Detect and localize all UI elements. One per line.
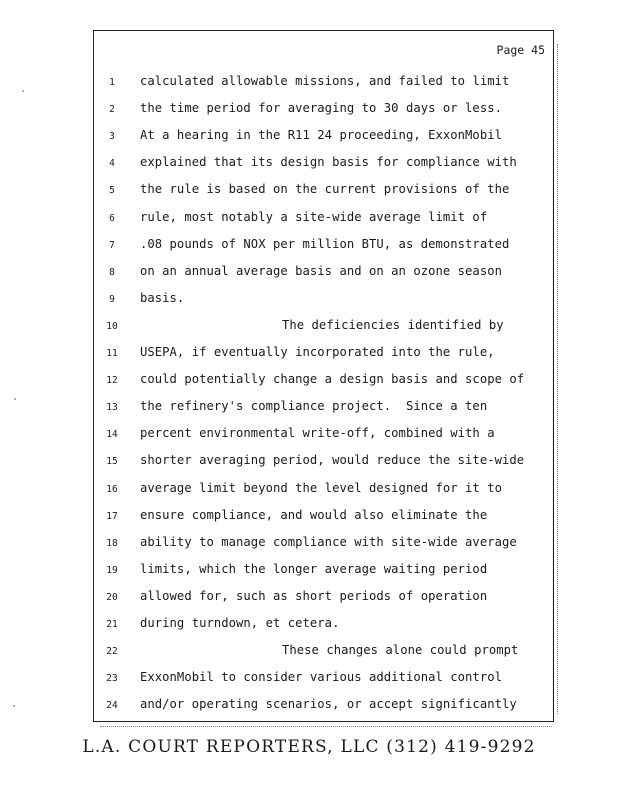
line-number: 17 [106,510,118,522]
line-text: calculated allowable missions, and failed to limit [140,74,510,88]
transcript-line [94,318,553,338]
line-text: .08 pounds of NOX per million BTU, as demonstrated [140,236,510,251]
transcript-line [94,562,553,582]
line-number: 3 [109,131,115,143]
line-text: These changes alone could prompt [282,643,519,658]
transcript-line [94,670,553,690]
line-text: average limit beyond the level designed for it to [140,480,502,495]
line-text: ExxonMobil to consider various additional control [140,670,502,685]
transcript-line [94,182,553,202]
transcript-line [94,697,553,717]
transcript-line [94,535,553,555]
line-number: 6 [109,212,115,224]
transcript-line [94,74,553,94]
line-text: the refinery's compliance project. Since a ten [140,399,488,414]
line-number: 12 [106,375,118,387]
line-text: shorter averaging period, would reduce the site-wide [140,453,525,468]
transcript-line [94,101,553,121]
transcript-line [94,643,553,663]
line-text: limits, which the longer average waiting period [140,561,488,576]
line-text: could potentially change a design basis and scope of [140,372,525,387]
line-number: 22 [106,646,118,658]
transcript-line [94,426,553,446]
line-text: explained that its design basis for compliance with [140,155,517,170]
transcript-line [94,589,553,609]
line-number: 14 [106,429,118,441]
transcript-line [94,508,553,528]
line-number: 5 [109,185,115,197]
line-number: 10 [106,320,118,332]
line-text: percent environmental write-off, combined with a [140,426,495,441]
line-number: 13 [106,402,118,414]
line-number: 18 [106,537,118,549]
line-text: At a hearing in the R11 24 proceeding, ExxonMobil [140,128,502,143]
line-number: 24 [106,700,118,712]
transcript-line [94,264,553,284]
line-number: 9 [109,293,115,305]
transcript-line [94,453,553,473]
line-text: USEPA, if eventually incorporated into the rule, [140,345,495,359]
line-text: during turndown, et cetera. [140,616,340,630]
line-number: 15 [106,456,118,468]
page-number: Page 45 [496,43,545,57]
right-margin-dots [557,44,564,714]
transcript-line [94,481,553,501]
line-text: basis. [140,290,185,305]
footer-reporter: L.A. COURT REPORTERS, LLC (312) 419-9292 [82,737,536,757]
line-number: 7 [109,239,115,251]
transcript-line [94,237,553,257]
line-text: on an annual average basis and on an ozone season [140,263,502,278]
transcript-page-frame [93,30,554,722]
line-number: 4 [109,158,115,170]
scan-speck [13,705,15,707]
transcript-line [94,616,553,636]
line-number: 16 [106,483,118,495]
scan-speck [14,398,16,400]
bottom-rule [100,726,552,727]
transcript-line [94,128,553,148]
line-number: 21 [106,619,118,630]
line-number: 8 [109,266,115,278]
line-text: ensure compliance, and would also eliminate the [140,507,488,522]
transcript-line [94,345,553,365]
line-number: 19 [106,564,118,576]
line-number: 20 [106,591,118,603]
line-text: the time period for averaging to 30 days or less. [140,101,502,116]
line-text: ability to manage compliance with site-wide average [140,534,517,549]
transcript-line [94,210,553,230]
transcript-line [94,372,553,392]
line-text: rule, most notably a site-wide average limit of [140,209,488,224]
line-number: 11 [106,348,118,359]
line-text: and/or operating scenarios, or accept significantly [140,697,517,712]
line-text: The deficiencies identified by [282,317,504,332]
transcript-line [94,399,553,419]
line-text: allowed for, such as short periods of operation [140,588,488,603]
scan-speck [22,90,24,92]
line-text: the rule is based on the current provisions of the [140,182,510,197]
line-number: 23 [106,673,118,685]
transcript-line [94,155,553,175]
line-number: 1 [109,77,115,88]
transcript-line [94,291,553,311]
line-number: 2 [109,104,115,116]
